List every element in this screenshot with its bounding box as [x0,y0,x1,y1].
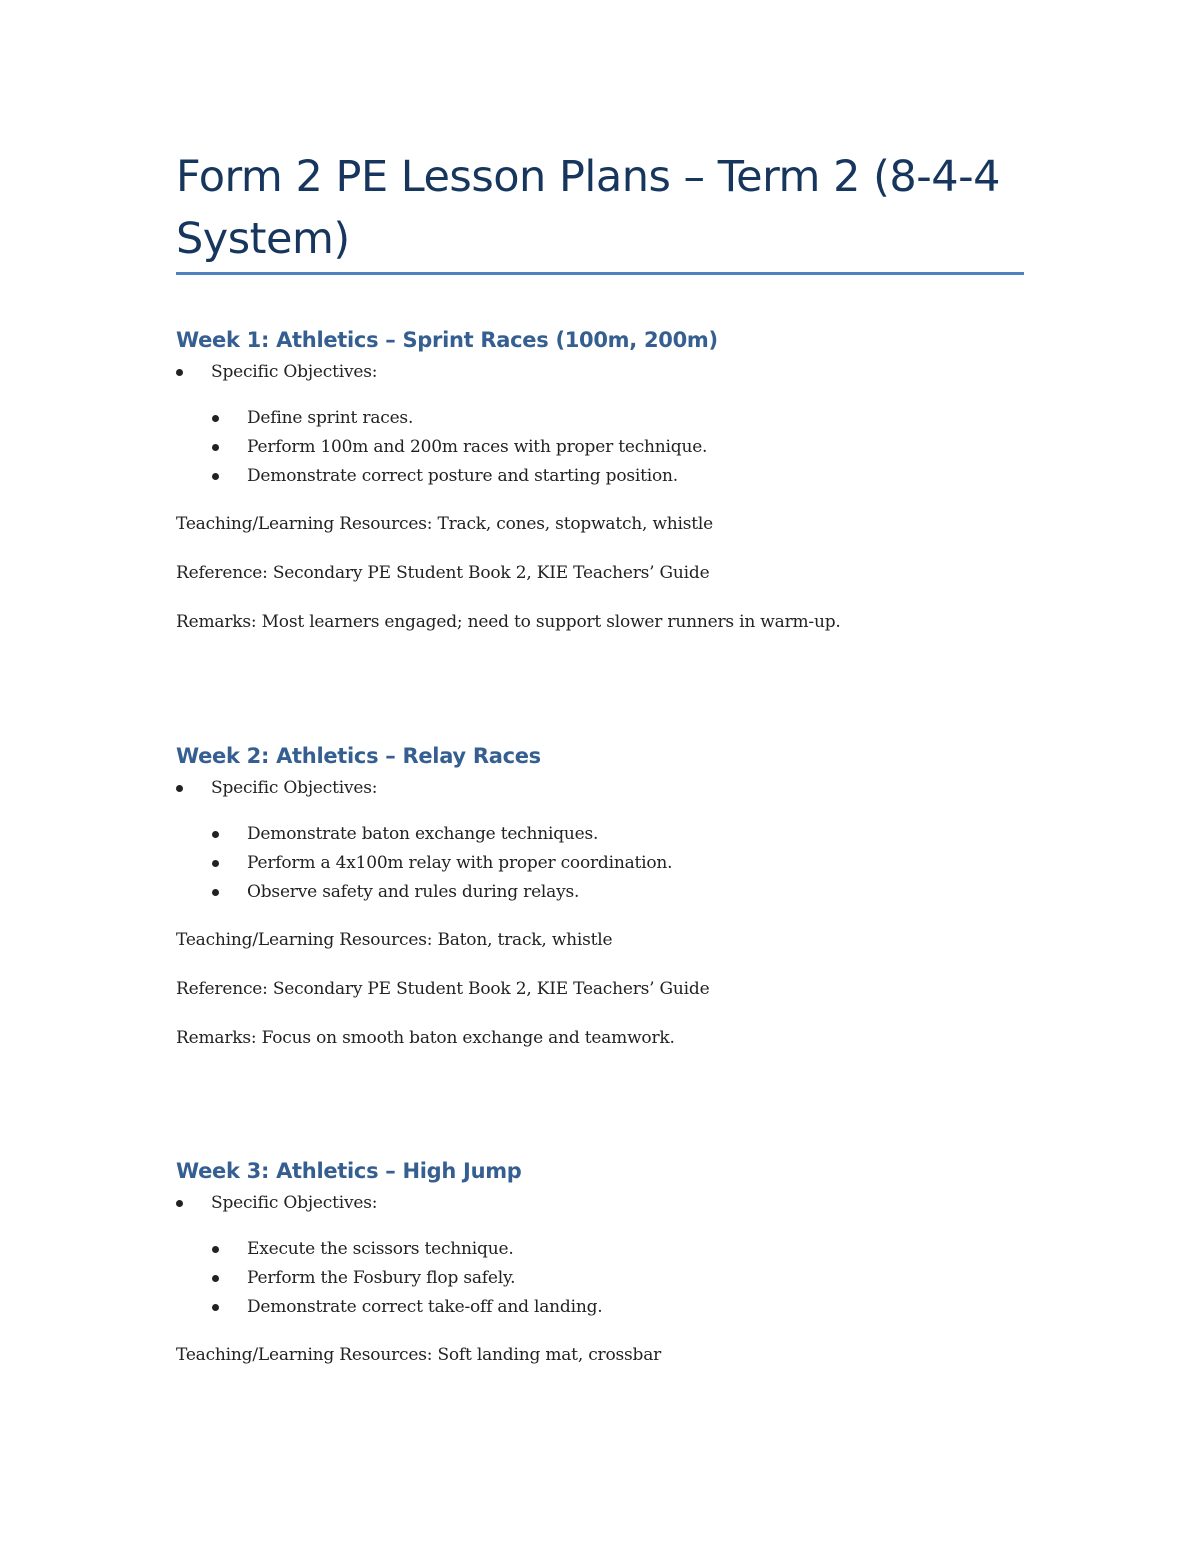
objective-item [176,820,1024,849]
bullet-icon [212,1264,222,1293]
objective-item [176,462,1024,491]
remarks-text: Remarks: Most learners engaged; need to support slower runners in warm-up. [176,612,841,632]
objectives-label-text: Specific Objectives: [211,778,378,798]
objective-item [176,878,1024,907]
objective-text: Perform the Fosbury flop safely. [247,1268,516,1288]
resources-text: Teaching/Learning Resources: Baton, track, whistle [176,930,613,950]
objective-text: Perform a 4x100m relay with proper coordination. [247,853,673,873]
objective-item [176,1235,1024,1264]
bullet-icon [212,433,222,462]
resources-text: Teaching/Learning Resources: Track, cones, stopwatch, whistle [176,514,714,534]
bullet-icon [212,404,222,433]
objectives-label [176,1188,1024,1218]
week-3-section [176,1156,1024,1370]
objective-item [176,1264,1024,1293]
week-1-section [176,325,1024,637]
remarks-text: Remarks: Focus on smooth baton exchange and teamwork. [176,1028,675,1048]
document-title: Form 2 PE Lesson Plans – Term 2 (8-4-4 System) [176,152,1000,264]
week-2-heading: Week 2: Athletics – Relay Races [176,744,541,768]
objective-text: Define sprint races. [247,408,414,428]
objective-text: Demonstrate baton exchange techniques. [247,824,599,844]
week-2-section [176,741,1024,1053]
bullet-icon [212,849,222,878]
objectives-label [176,357,1024,387]
bullet-icon [212,1235,222,1264]
title-underline [176,272,1024,275]
week-1-heading: Week 1: Athletics – Sprint Races (100m, 200m) [176,328,718,352]
objectives-list [176,820,1024,907]
objective-text: Observe safety and rules during relays. [247,882,580,902]
bullet-icon [212,462,222,491]
objective-item [176,404,1024,433]
objective-text: Demonstrate correct posture and starting position. [247,466,678,486]
objective-item [176,1293,1024,1322]
objectives-label-text: Specific Objectives: [211,362,378,382]
bullet-icon [176,357,186,387]
objectives-label-text: Specific Objectives: [211,1193,378,1213]
objective-item [176,433,1024,462]
week-3-heading: Week 3: Athletics – High Jump [176,1159,522,1183]
bullet-icon [176,1188,186,1218]
bullet-icon [176,773,186,803]
bullet-icon [212,1293,222,1322]
objectives-label [176,773,1024,803]
objective-text: Perform 100m and 200m races with proper technique. [247,437,708,457]
objective-item [176,849,1024,878]
objective-text: Execute the scissors technique. [247,1239,514,1259]
bullet-icon [212,878,222,907]
objective-text: Demonstrate correct take-off and landing. [247,1297,603,1317]
resources-text: Teaching/Learning Resources: Soft landing mat, crossbar [176,1345,662,1365]
objectives-list [176,1235,1024,1322]
reference-text: Reference: Secondary PE Student Book 2, KIE Teachers’ Guide [176,979,710,999]
bullet-icon [212,820,222,849]
reference-text: Reference: Secondary PE Student Book 2, KIE Teachers’ Guide [176,563,710,583]
objectives-list [176,404,1024,491]
